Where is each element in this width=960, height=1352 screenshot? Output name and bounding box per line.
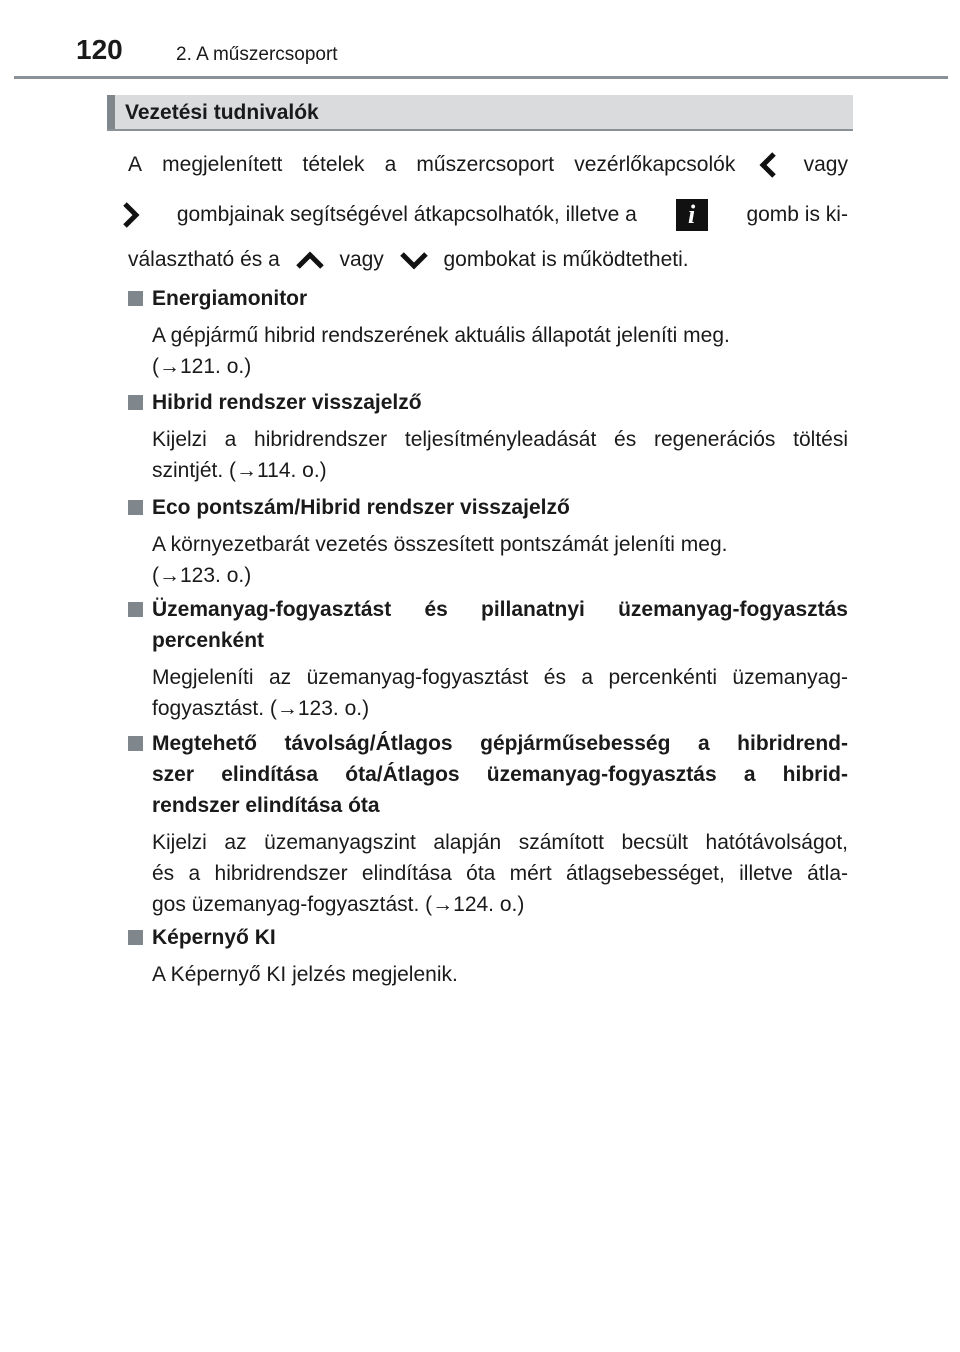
body-line: és a hibridrendszer elindítása óta mért átlagsebességet, illetve átla- xyxy=(152,862,848,885)
page-number: 120 xyxy=(76,34,123,65)
intro-word: megjelenített xyxy=(162,153,283,176)
intro-word: a xyxy=(384,153,397,176)
intro-line-2 xyxy=(116,198,848,232)
body-line: A Képernyő KI jelzés megjelenik. xyxy=(152,963,458,986)
item-body xyxy=(128,424,848,486)
bullet-square xyxy=(128,602,143,617)
item-title-line: percenként xyxy=(152,629,265,652)
list-item xyxy=(128,492,848,591)
intro-word: műszercsoport xyxy=(416,153,555,176)
intro-text: gombokat is működtetheti. xyxy=(443,248,689,271)
item-title-line: Üzemanyag-fogyasztást és pillanatnyi üzemanyag-fogyasztás xyxy=(152,598,848,621)
item-body xyxy=(128,662,848,724)
item-title: Hibrid rendszer visszajelző xyxy=(152,391,422,414)
chevron-down-icon xyxy=(398,248,430,272)
chevron-up-icon xyxy=(294,248,326,272)
intro-text: vagy xyxy=(339,248,384,271)
body-line: A gépjármű hibrid rendszerének aktuális állapotát jeleníti meg. xyxy=(152,324,730,347)
intro-word: vagy xyxy=(803,153,848,176)
intro-word: A xyxy=(128,153,143,176)
list-item xyxy=(128,283,848,382)
item-heading xyxy=(128,283,848,314)
list-item xyxy=(128,728,848,920)
body-line: A környezetbarát vezetés összesített pontszámát jeleníti meg. xyxy=(152,533,728,556)
item-title-line: szer elindítása óta/Átlagos üzemanyag-fogyasztás a hibrid- xyxy=(152,763,848,786)
list-item xyxy=(128,922,848,990)
intro-text: gomb is ki- xyxy=(746,203,848,226)
item-heading xyxy=(128,492,848,523)
item-title-line: Megtehető távolság/Átlagos gépjárműsebesség a hibridrend- xyxy=(152,732,848,755)
item-body xyxy=(128,827,848,920)
item-title: Energiamonitor xyxy=(152,287,308,310)
item-heading xyxy=(128,594,848,656)
item-heading xyxy=(128,922,848,953)
bullet-square xyxy=(128,395,143,410)
chevron-right-icon xyxy=(116,198,144,232)
bullet-square xyxy=(128,500,143,515)
intro-word: tételek xyxy=(302,153,365,176)
bullet-square xyxy=(128,736,143,751)
intro-word: vezérlőkapcsolók xyxy=(574,153,736,176)
section-bar xyxy=(107,95,853,131)
intro-text: választható és a xyxy=(128,248,280,271)
item-body xyxy=(128,529,848,591)
header-rule xyxy=(14,76,948,79)
info-icon: i xyxy=(676,199,708,231)
bullet-square xyxy=(128,930,143,945)
item-body xyxy=(128,959,848,990)
list-item xyxy=(128,387,848,486)
body-line: gos üzemanyag-fogyasztást. (→124. o.) xyxy=(152,893,525,916)
chapter-title: 2. A műszercsoport xyxy=(176,44,338,65)
item-title: Képernyő KI xyxy=(152,926,276,949)
body-line: (→121. o.) xyxy=(152,355,252,378)
chevron-left-icon xyxy=(755,148,783,182)
intro-line-1 xyxy=(128,148,848,182)
section-title: Vezetési tudnivalók xyxy=(125,101,319,124)
body-line: (→123. o.) xyxy=(152,564,252,587)
item-title: Eco pontszám/Hibrid rendszer visszajelző xyxy=(152,496,570,519)
body-line: Megjeleníti az üzemanyag-fogyasztást és a percenkénti üzemanyag- xyxy=(152,666,848,689)
body-line: Kijelzi a hibridrendszer teljesítményleadását és regenerációs töltési xyxy=(152,428,848,451)
item-heading xyxy=(128,387,848,418)
intro-line-3 xyxy=(128,248,848,272)
item-body xyxy=(128,320,848,382)
item-title-line: rendszer elindítása óta xyxy=(152,794,380,817)
body-line: szintjét. (→114. o.) xyxy=(152,459,327,482)
body-line: fogyasztást. (→123. o.) xyxy=(152,697,370,720)
list-item xyxy=(128,594,848,724)
intro-text: gombjainak segítségével átkapcsolhatók, illetve a xyxy=(176,203,637,226)
section-accent xyxy=(107,95,115,129)
item-heading xyxy=(128,728,848,821)
bullet-square xyxy=(128,291,143,306)
body-line: Kijelzi az üzemanyagszint alapján számított becsült hatótávolságot, xyxy=(152,831,848,854)
